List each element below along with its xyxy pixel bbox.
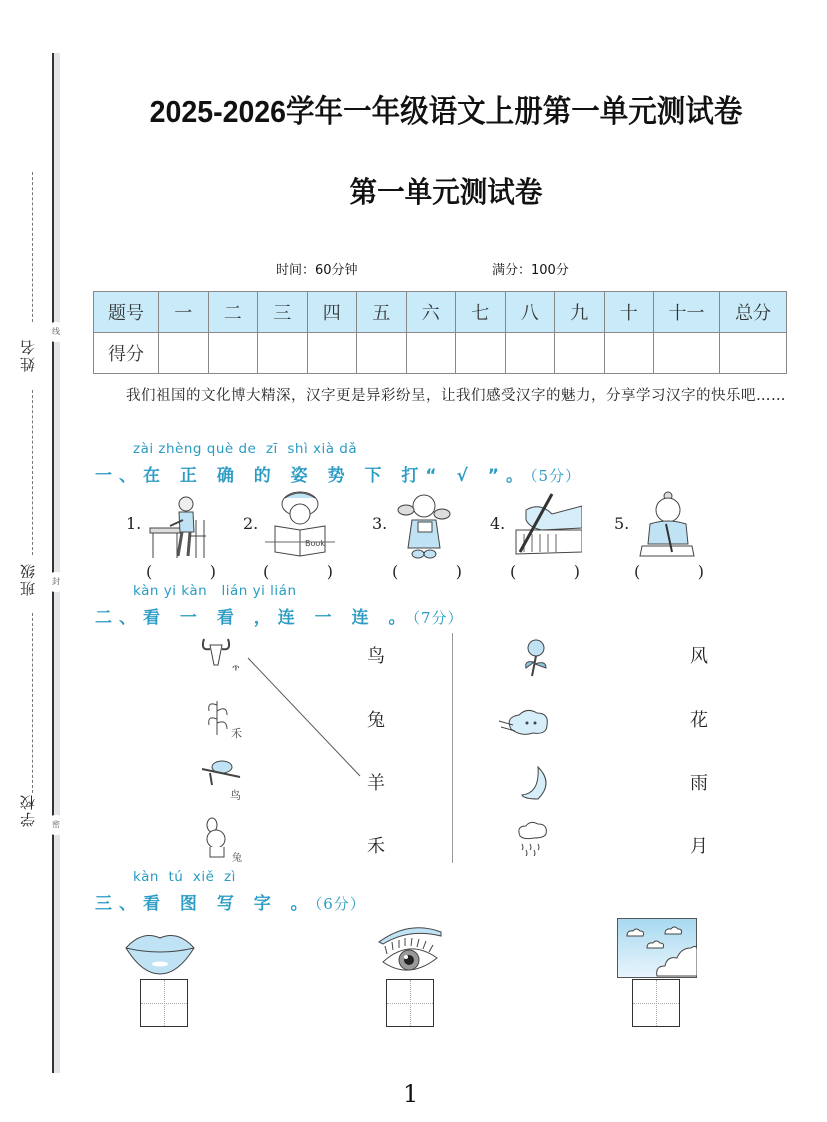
posture-item-4: 4. ( ) bbox=[490, 490, 600, 580]
score-cell[interactable] bbox=[357, 333, 407, 374]
score-table-header-row bbox=[94, 292, 787, 333]
answer-blank-3[interactable]: ( ) bbox=[392, 562, 462, 581]
section2-heading: 二、看 一 看 ，连 一 连 。（7分） bbox=[95, 608, 464, 628]
col-header: 二 bbox=[208, 292, 258, 333]
section1-heading: 一、在 正 确 的 姿 势 下 打“ √ ”。（5分） bbox=[95, 466, 581, 486]
name-dash-line-lower bbox=[32, 390, 33, 555]
answer-blank-4[interactable]: ( ) bbox=[510, 562, 580, 581]
sky-clouds-icon bbox=[617, 918, 697, 978]
section3-heading: 三、看 图 写 字 。（6分） bbox=[95, 894, 366, 914]
seal-word-seal: 封 bbox=[49, 572, 63, 592]
write-box-eye[interactable] bbox=[386, 979, 434, 1027]
lips-icon bbox=[124, 926, 196, 976]
page-number: 1 bbox=[403, 1080, 419, 1108]
write-box-sky[interactable] bbox=[632, 979, 680, 1027]
question-number-label: 题号 bbox=[94, 292, 159, 333]
posture-item-2: 2. Book ( ) bbox=[243, 490, 353, 580]
section1-pinyin: zài zhèng què de zī shì xià dǎ bbox=[133, 441, 358, 457]
match-char-moon[interactable]: 月 bbox=[690, 836, 708, 857]
class-field-label: 班级 bbox=[19, 562, 37, 596]
score-cell[interactable] bbox=[258, 333, 308, 374]
match-char-grain[interactable]: 禾 bbox=[367, 836, 385, 857]
match-char-goat[interactable]: 羊 bbox=[367, 773, 385, 794]
rose-flower-icon bbox=[520, 638, 552, 678]
crescent-moon-icon bbox=[520, 765, 552, 801]
score-cell[interactable] bbox=[555, 333, 605, 374]
svg-text:Book: Book bbox=[305, 539, 325, 548]
hand-holding-pencil-icon bbox=[512, 490, 582, 560]
seal-word-line: 线 bbox=[49, 322, 63, 342]
eye-icon bbox=[375, 922, 445, 978]
col-header: 四 bbox=[307, 292, 357, 333]
bird-on-branch-icon bbox=[200, 755, 248, 800]
girl-writing-at-table-icon bbox=[636, 490, 696, 560]
svg-text:禾: 禾 bbox=[231, 727, 242, 740]
score-cell[interactable] bbox=[208, 333, 258, 374]
section2-points: （7分） bbox=[412, 609, 464, 627]
answer-blank-5[interactable]: ( ) bbox=[634, 562, 704, 581]
page-subtitle: 第一单元测试卷 bbox=[349, 175, 543, 209]
posture-item-3: 3. ( ) bbox=[372, 490, 482, 580]
section3-pinyin: kàn tú xiě zì bbox=[133, 869, 236, 885]
col-header: 六 bbox=[406, 292, 456, 333]
girl-at-desk-icon bbox=[148, 490, 208, 560]
col-header: 十 bbox=[604, 292, 654, 333]
total-label: 总分 bbox=[720, 292, 787, 333]
binding-line bbox=[52, 53, 60, 1073]
name-dash-line bbox=[32, 172, 33, 322]
svg-text:ጥ: ጥ bbox=[232, 663, 240, 674]
goat-head-icon bbox=[198, 633, 248, 675]
exam-time: 时间：60分钟 bbox=[276, 263, 358, 278]
col-header: 三 bbox=[258, 292, 308, 333]
page-title: 2025-2026学年一年级语文上册第一单元测试卷 bbox=[149, 94, 743, 129]
seal-word-secret: 密 bbox=[49, 815, 63, 835]
score-table bbox=[93, 291, 787, 374]
write-box-lips[interactable] bbox=[140, 979, 188, 1027]
section1-points: （5分） bbox=[529, 467, 581, 485]
score-cell[interactable] bbox=[307, 333, 357, 374]
score-table-score-row bbox=[94, 333, 787, 374]
score-label: 得分 bbox=[94, 333, 159, 374]
matching-divider bbox=[452, 633, 453, 863]
total-score-cell[interactable] bbox=[720, 333, 787, 374]
answer-blank-2[interactable]: ( ) bbox=[263, 562, 333, 581]
rabbit-icon bbox=[200, 817, 248, 862]
answer-blank-1[interactable]: ( ) bbox=[146, 562, 216, 581]
match-char-wind[interactable]: 风 bbox=[690, 646, 708, 667]
section3-points: （6分） bbox=[314, 895, 366, 913]
posture-item-5: 5. ( ) bbox=[614, 490, 724, 580]
col-header: 八 bbox=[505, 292, 555, 333]
svg-text:鸟: 鸟 bbox=[230, 789, 241, 800]
school-field-label: 学校 bbox=[19, 793, 37, 827]
rain-cloud-icon bbox=[514, 820, 550, 856]
match-char-rabbit[interactable]: 兔 bbox=[367, 710, 385, 731]
score-cell[interactable] bbox=[159, 333, 209, 374]
example-connection-line bbox=[246, 656, 362, 778]
class-dash-line bbox=[32, 613, 33, 793]
score-cell[interactable] bbox=[505, 333, 555, 374]
svg-text:兔: 兔 bbox=[232, 853, 242, 862]
match-char-bird[interactable]: 鸟 bbox=[367, 646, 385, 667]
wind-cloud-icon bbox=[497, 707, 557, 739]
match-char-flower[interactable]: 花 bbox=[690, 710, 708, 731]
col-header: 五 bbox=[357, 292, 407, 333]
girl-standing-reading-icon bbox=[394, 490, 454, 560]
section2-pinyin: kàn yi kàn lián yi lián bbox=[133, 583, 297, 599]
score-cell[interactable] bbox=[406, 333, 456, 374]
posture-item-1: 1. ( ) bbox=[126, 490, 236, 580]
score-cell[interactable] bbox=[654, 333, 720, 374]
score-cell[interactable] bbox=[456, 333, 506, 374]
intro-paragraph: 我们祖国的文化博大精深，汉字更是异彩纷呈，让我们感受汉字的魅力，分享学习汉字的快乐吧…… bbox=[126, 388, 786, 404]
name-field-label: 姓名 bbox=[19, 338, 37, 372]
col-header: 十一 bbox=[654, 292, 720, 333]
col-header: 七 bbox=[456, 292, 506, 333]
exam-full-score: 满分：100分 bbox=[492, 263, 569, 278]
rice-plant-icon bbox=[205, 695, 247, 740]
match-char-rain[interactable]: 雨 bbox=[690, 773, 708, 794]
col-header: 九 bbox=[555, 292, 605, 333]
col-header: 一 bbox=[159, 292, 209, 333]
score-cell[interactable] bbox=[604, 333, 654, 374]
girl-reading-close-icon bbox=[265, 490, 335, 560]
